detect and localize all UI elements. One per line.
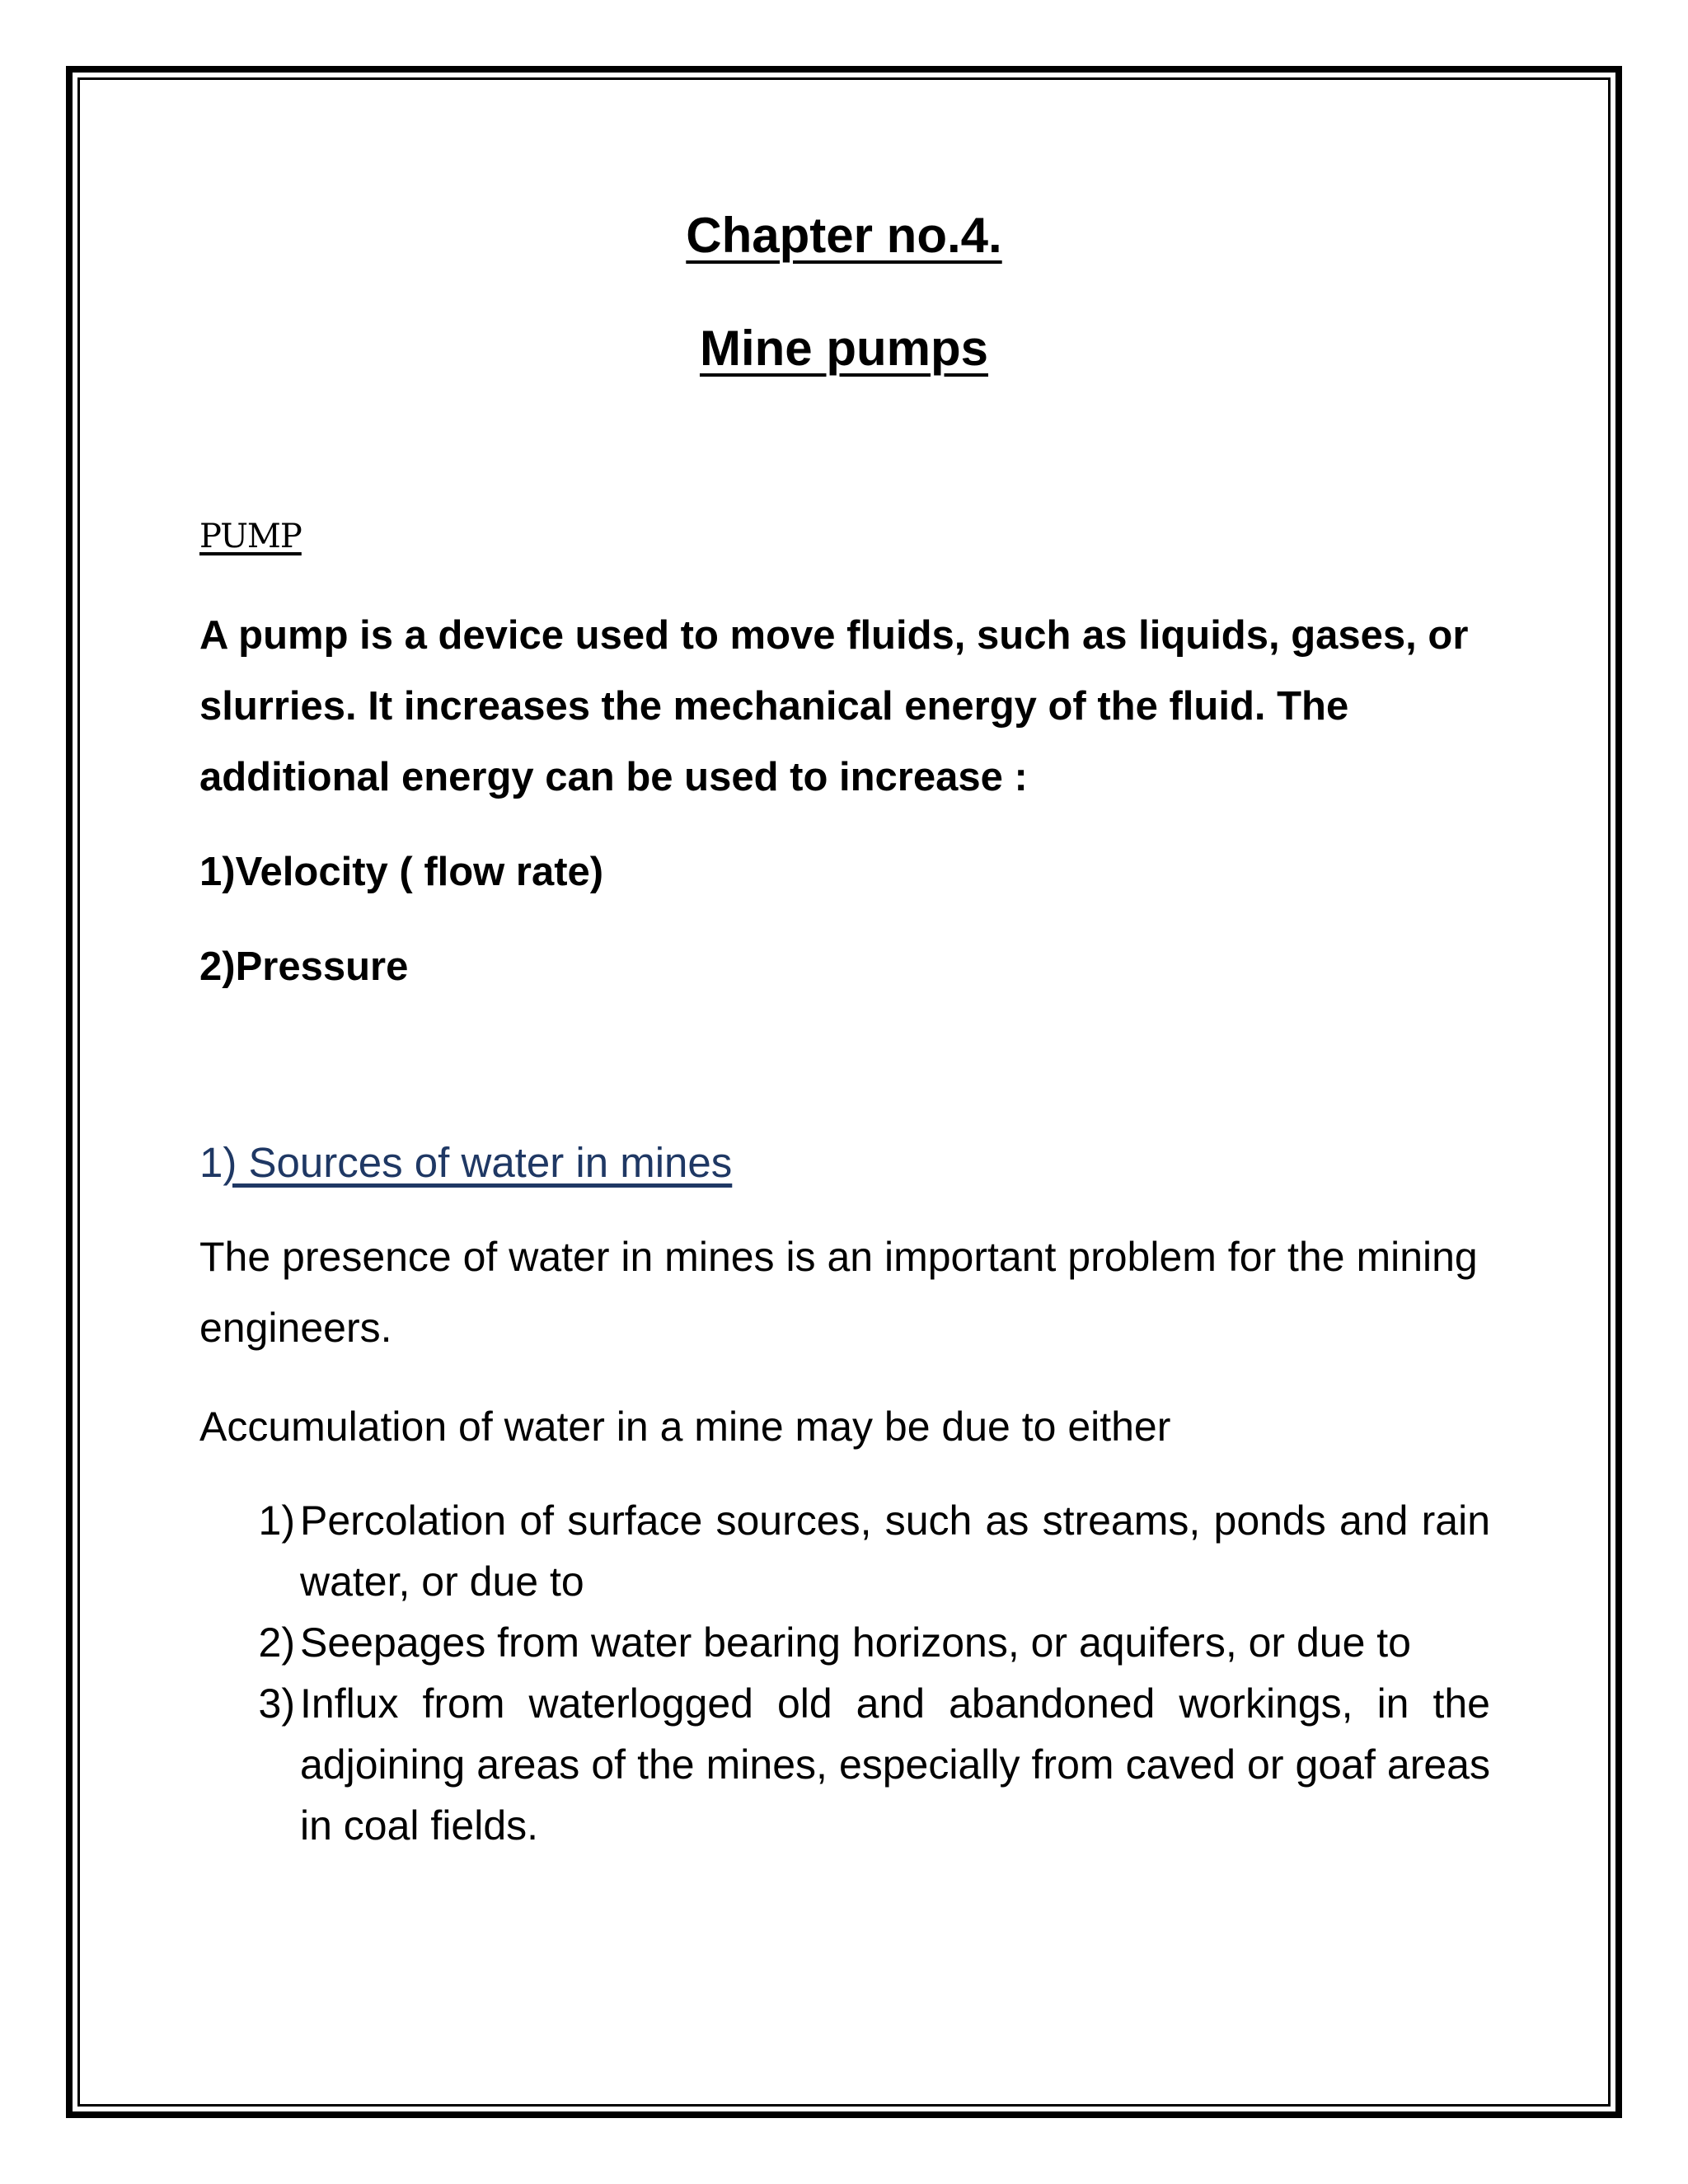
paragraph-accumulation: Accumulation of water in a mine may be due to either xyxy=(199,1404,1171,1450)
section-heading-sources xyxy=(199,1137,732,1188)
chapter-number-title: Chapter no.4. xyxy=(686,208,1002,263)
list-item xyxy=(199,1490,1490,1612)
list-item-number: 1) xyxy=(258,1497,295,1544)
item-pressure: 2)Pressure xyxy=(199,944,409,989)
list-item-number: 3) xyxy=(258,1680,295,1727)
section-heading-text: ) Sources of water in mines xyxy=(223,1139,733,1186)
list-item-number: 2) xyxy=(258,1619,295,1666)
list-item xyxy=(199,1673,1490,1856)
item-velocity: 1)Velocity ( flow rate) xyxy=(199,850,604,894)
causes-list xyxy=(199,1490,1490,1856)
pump-definition: A pump is a device used to move fluids, such as liquids, gases, or slurries. It increases the mechanical energy of the fluid. The additional energy can be used to increase : xyxy=(199,613,1469,799)
list-item-text: Influx from waterlogged old and abandoned workings, in the adjoining areas of the mines, especially from caved or goaf areas in coal fields. xyxy=(300,1680,1490,1849)
pump-heading: PUMP xyxy=(199,518,302,555)
section-heading-number: 1 xyxy=(199,1139,223,1186)
list-item-text: Seepages from water bearing horizons, or aquifers, or due to xyxy=(300,1619,1411,1666)
list-item-text: Percolation of surface sources, such as streams, ponds and rain water, or due to xyxy=(300,1497,1490,1605)
list-item xyxy=(199,1612,1490,1673)
chapter-name-title: Mine pumps xyxy=(699,321,988,376)
paragraph-presence: The presence of water in mines is an important problem for the mining engineers. xyxy=(199,1234,1478,1351)
